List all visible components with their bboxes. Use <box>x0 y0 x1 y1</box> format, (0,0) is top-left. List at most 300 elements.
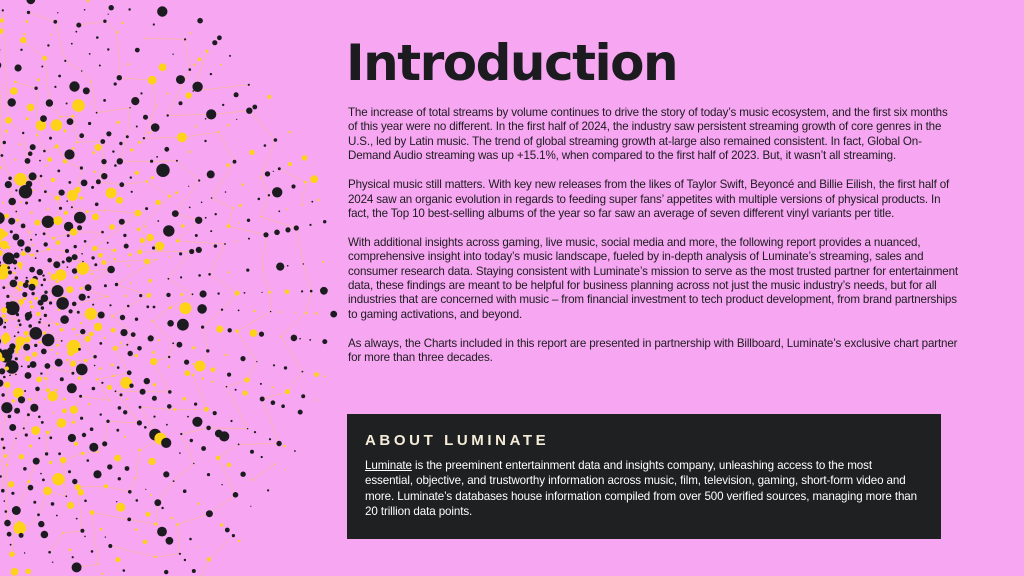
burst-dot <box>135 477 137 479</box>
burst-dot <box>166 537 174 545</box>
burst-dot <box>94 171 96 173</box>
burst-dot <box>128 351 133 356</box>
burst-dot <box>3 232 8 237</box>
burst-dot <box>156 156 158 158</box>
burst-dot <box>3 326 6 329</box>
burst-dot <box>29 284 36 291</box>
burst-dot <box>82 261 84 263</box>
burst-dot <box>8 271 12 275</box>
burst-dot <box>114 82 117 85</box>
burst-dot <box>128 253 131 256</box>
burst-line <box>169 343 173 357</box>
burst-dot <box>127 398 129 400</box>
burst-dot <box>153 23 155 25</box>
burst-dot <box>114 164 117 167</box>
burst-dot <box>81 253 83 255</box>
burst-dot <box>193 64 195 66</box>
burst-dot <box>143 137 145 139</box>
burst-dot <box>152 246 155 249</box>
burst-dot <box>0 475 2 477</box>
burst-dot <box>25 336 31 342</box>
burst-dot <box>84 359 87 362</box>
burst-dot <box>221 484 222 485</box>
burst-dot <box>45 452 48 455</box>
burst-dot <box>49 137 52 140</box>
burst-dot <box>123 569 126 572</box>
burst-dot <box>177 133 187 143</box>
burst-dot <box>80 287 83 290</box>
burst-dot <box>21 366 23 368</box>
burst-dot <box>40 473 42 475</box>
burst-line <box>16 482 28 511</box>
burst-dot <box>97 451 99 453</box>
burst-line <box>60 116 73 117</box>
burst-dot <box>76 364 88 376</box>
burst-dot <box>62 408 67 413</box>
burst-dot <box>115 390 117 392</box>
burst-dot <box>99 342 102 345</box>
burst-dot <box>247 428 248 429</box>
burst-dot <box>66 200 68 202</box>
burst-dot <box>144 426 147 429</box>
burst-dot <box>172 342 174 344</box>
burst-dot <box>27 480 30 483</box>
burst-dot <box>113 375 115 377</box>
burst-dot <box>155 242 164 251</box>
burst-dot <box>201 326 204 329</box>
burst-dot <box>38 199 41 202</box>
burst-dot <box>92 387 96 391</box>
about-body: is the preeminent entertainment data and insights company, unleashing access to the most essential, objective, and trustworthy information across music, film, television, gaming, short-form video and more. Luminate’s databases house information compiled from over 500 verified sources, managing more than 20 trillion data points. <box>365 459 917 518</box>
burst-dot <box>25 158 31 164</box>
burst-dot <box>79 133 84 138</box>
burst-dot <box>113 249 116 252</box>
burst-line <box>128 295 149 306</box>
burst-dot <box>68 434 76 442</box>
burst-line <box>203 310 222 327</box>
burst-line <box>262 399 279 444</box>
burst-dot <box>195 234 198 237</box>
burst-line <box>218 458 235 495</box>
burst-dot <box>20 37 26 43</box>
burst-dot <box>232 207 234 209</box>
burst-dot <box>19 533 24 538</box>
burst-dot <box>11 568 19 576</box>
burst-dot <box>26 181 33 188</box>
burst-dot <box>250 450 254 454</box>
burst-dot <box>148 458 155 465</box>
burst-dot <box>137 228 141 232</box>
burst-dot <box>153 416 155 418</box>
burst-dot <box>19 143 21 145</box>
burst-dot <box>15 189 17 191</box>
burst-dot <box>88 403 90 405</box>
burst-dot <box>90 81 92 83</box>
burst-dot <box>1 402 12 413</box>
burst-dot <box>127 63 129 65</box>
burst-dot <box>147 234 154 241</box>
burst-dot <box>67 118 74 125</box>
burst-dot <box>15 374 17 376</box>
burst-dot <box>177 342 183 348</box>
burst-dot <box>92 304 94 306</box>
burst-dot <box>35 387 40 392</box>
burst-dot <box>180 293 183 296</box>
burst-dot <box>30 305 33 308</box>
burst-dot <box>197 503 199 505</box>
burst-dot <box>93 470 101 478</box>
burst-dot <box>205 217 207 219</box>
burst-dot <box>91 256 94 259</box>
burst-dot <box>113 346 118 351</box>
burst-dot <box>30 254 33 257</box>
burst-dot <box>94 323 102 331</box>
burst-dot <box>254 431 256 433</box>
burst-dot <box>64 211 68 215</box>
burst-dot <box>37 269 43 275</box>
burst-dot <box>31 212 33 214</box>
burst-dot <box>36 377 42 383</box>
burst-line <box>16 428 24 438</box>
burst-dot <box>68 470 71 473</box>
burst-dot <box>109 224 115 230</box>
burst-dot <box>145 489 146 490</box>
burst-dot <box>167 93 169 95</box>
burst-dot <box>17 331 19 333</box>
burst-dot <box>46 388 50 392</box>
burst-dot <box>12 260 17 265</box>
burst-line <box>181 428 208 434</box>
burst-dot <box>273 364 275 366</box>
burst-dot <box>0 29 3 34</box>
burst-dot <box>74 245 77 248</box>
burst-dot <box>198 274 201 277</box>
burst-line <box>57 146 65 161</box>
burst-line <box>227 380 248 387</box>
burst-dot <box>8 98 16 106</box>
burst-dot <box>159 63 167 71</box>
burst-dot <box>1 154 4 157</box>
burst-dot <box>208 273 211 276</box>
burst-line <box>147 181 170 196</box>
burst-line <box>24 415 29 429</box>
burst-dot <box>183 397 187 401</box>
burst-dot <box>89 332 94 337</box>
burst-dot <box>86 210 89 213</box>
burst-dot <box>236 119 237 120</box>
burst-line <box>140 252 192 253</box>
burst-dot <box>173 480 175 482</box>
burst-dot <box>197 304 207 314</box>
burst-dot <box>216 456 220 460</box>
burst-dot <box>127 518 131 522</box>
burst-dot <box>310 175 318 183</box>
burst-dot <box>29 301 32 304</box>
burst-dot <box>2 286 5 289</box>
burst-dot <box>185 370 191 376</box>
burst-dot <box>76 334 78 336</box>
radial-dot-burst-graphic <box>0 0 340 576</box>
burst-line <box>279 169 305 182</box>
burst-dot <box>43 487 52 496</box>
burst-dot <box>155 200 160 205</box>
burst-dot <box>66 286 73 293</box>
burst-dot <box>291 335 298 342</box>
burst-line <box>63 531 82 533</box>
burst-dot <box>84 500 87 503</box>
burst-dot <box>70 228 77 235</box>
burst-dot <box>75 484 81 490</box>
burst-dot <box>168 390 172 394</box>
burst-dot <box>228 271 230 273</box>
burst-dot <box>3 141 6 144</box>
burst-dot <box>15 211 17 213</box>
burst-dot <box>310 290 313 293</box>
burst-dot <box>106 420 109 423</box>
burst-dot <box>274 138 278 142</box>
burst-dot <box>114 258 116 260</box>
burst-line <box>262 269 270 293</box>
burst-dot <box>0 62 1 69</box>
burst-dot <box>1 393 4 396</box>
burst-dot <box>179 553 181 555</box>
burst-dot <box>52 473 64 485</box>
burst-dot <box>253 310 255 312</box>
burst-line <box>136 450 140 478</box>
burst-dot <box>157 527 167 537</box>
page-title: Introduction <box>346 34 678 92</box>
burst-dot <box>44 291 47 294</box>
burst-dot <box>34 220 40 226</box>
burst-dot <box>0 166 1 169</box>
burst-dot <box>35 234 37 236</box>
burst-dot <box>161 438 171 448</box>
burst-line <box>130 478 136 492</box>
burst-dot <box>120 393 123 396</box>
burst-line <box>270 292 271 311</box>
burst-dot <box>14 81 17 84</box>
burst-dot <box>104 484 108 488</box>
burst-line <box>229 226 267 235</box>
burst-dot <box>125 295 127 297</box>
burst-dot <box>41 531 49 539</box>
burst-line <box>8 290 20 297</box>
burst-dot <box>56 515 58 517</box>
burst-dot <box>201 446 206 451</box>
burst-dot <box>194 403 197 406</box>
burst-dot <box>8 415 12 419</box>
burst-dot <box>248 84 250 86</box>
burst-dot <box>158 339 160 341</box>
burst-dot <box>302 371 304 373</box>
burst-dot <box>195 217 202 224</box>
luminate-link[interactable]: Luminate <box>365 459 412 472</box>
burst-line <box>65 161 81 168</box>
burst-dot <box>213 411 217 415</box>
burst-dot <box>114 455 121 462</box>
burst-dot <box>157 220 159 222</box>
burst-dot <box>2 314 6 318</box>
burst-dot <box>204 407 209 412</box>
burst-dot <box>69 549 72 552</box>
burst-dot <box>150 160 153 163</box>
burst-dot <box>66 103 68 105</box>
burst-dot <box>4 520 11 527</box>
burst-dot <box>262 268 263 269</box>
burst-dot <box>47 208 49 210</box>
burst-dot <box>3 447 6 450</box>
burst-dot <box>55 144 59 148</box>
burst-dot <box>43 331 46 334</box>
burst-dot <box>284 366 287 369</box>
burst-line <box>139 196 170 229</box>
burst-dot <box>230 420 232 422</box>
burst-dot <box>43 232 46 235</box>
burst-dot <box>87 296 90 299</box>
burst-dot <box>189 32 191 34</box>
burst-dot <box>19 299 25 305</box>
burst-dot <box>177 319 189 331</box>
burst-line <box>79 21 105 25</box>
burst-dot <box>225 528 230 533</box>
burst-dot <box>197 18 203 24</box>
burst-line <box>108 421 139 423</box>
burst-dot <box>25 372 32 379</box>
burst-dot <box>244 377 249 382</box>
burst-dot <box>324 376 326 378</box>
burst-dot <box>100 528 103 531</box>
burst-line <box>95 213 138 248</box>
burst-dot <box>278 167 281 170</box>
burst-dot <box>217 292 219 294</box>
burst-line <box>158 481 174 503</box>
burst-dot <box>211 367 216 372</box>
burst-dot <box>72 99 85 112</box>
burst-dot <box>14 267 16 269</box>
burst-dot <box>38 321 41 324</box>
burst-dot <box>81 452 84 455</box>
burst-line <box>218 444 239 458</box>
burst-line <box>8 296 25 298</box>
burst-dot <box>83 87 90 94</box>
burst-dot <box>260 216 261 217</box>
burst-dot <box>232 534 235 537</box>
burst-dot <box>285 227 290 232</box>
burst-dot <box>63 532 65 534</box>
burst-dot <box>227 224 231 228</box>
burst-dot <box>309 224 311 226</box>
burst-dot <box>314 372 319 377</box>
burst-dot <box>39 160 41 162</box>
burst-line <box>103 142 104 162</box>
burst-dot <box>250 329 258 337</box>
burst-line <box>83 452 98 454</box>
burst-dot <box>72 302 77 307</box>
burst-dot <box>60 457 66 463</box>
burst-line <box>145 38 185 39</box>
burst-dot <box>48 391 58 401</box>
burst-dot <box>166 293 170 297</box>
burst-dot <box>120 329 127 336</box>
burst-dot <box>240 472 245 477</box>
burst-dot <box>135 48 140 53</box>
burst-dot <box>21 224 26 229</box>
burst-dot <box>56 280 59 283</box>
burst-line <box>29 12 56 21</box>
burst-dot <box>17 239 24 246</box>
burst-dot <box>5 319 8 322</box>
burst-dot <box>249 150 254 155</box>
burst-line <box>175 181 199 214</box>
burst-dot <box>140 389 146 395</box>
burst-dot <box>99 367 101 369</box>
burst-dot <box>43 278 46 281</box>
burst-dot <box>151 176 154 179</box>
burst-dot <box>206 50 209 53</box>
burst-dot <box>69 81 79 91</box>
burst-dot <box>53 20 57 24</box>
burst-dot <box>167 366 169 368</box>
burst-dot <box>24 552 25 553</box>
burst-dot <box>167 404 172 409</box>
burst-dot <box>100 413 102 415</box>
burst-dot <box>201 202 203 204</box>
burst-dot <box>283 445 285 447</box>
burst-dot <box>67 234 70 237</box>
burst-dot <box>8 218 15 225</box>
burst-dot <box>26 117 29 120</box>
burst-dot <box>14 408 20 414</box>
burst-dot <box>18 396 25 403</box>
burst-dot <box>101 173 107 179</box>
burst-dot <box>150 494 152 496</box>
burst-dot <box>51 502 55 506</box>
burst-dot <box>46 99 53 106</box>
burst-line <box>168 252 191 279</box>
burst-dot <box>156 164 169 177</box>
burst-dot <box>59 207 62 210</box>
burst-dot <box>52 562 53 563</box>
burst-dot <box>42 56 47 61</box>
burst-dot <box>189 68 192 71</box>
burst-dot <box>151 320 153 322</box>
burst-dot <box>91 550 94 553</box>
burst-dot <box>55 269 66 280</box>
burst-dot <box>150 358 157 365</box>
burst-dot <box>74 442 78 446</box>
burst-dot <box>0 212 5 224</box>
burst-dot <box>81 180 88 187</box>
burst-line <box>261 195 269 216</box>
burst-dot <box>139 294 142 297</box>
burst-dot <box>16 219 19 222</box>
burst-dot <box>179 302 191 314</box>
burst-dot <box>3 341 6 344</box>
burst-dot <box>270 311 271 312</box>
burst-dot <box>274 464 275 465</box>
burst-dot <box>78 489 84 495</box>
burst-line <box>261 217 297 228</box>
burst-dot <box>145 226 147 228</box>
burst-line <box>237 312 271 332</box>
burst-dot <box>236 241 237 242</box>
burst-dot <box>30 327 43 340</box>
burst-dot <box>38 416 41 419</box>
burst-dot <box>192 569 196 573</box>
burst-dot <box>28 485 34 491</box>
burst-dot <box>44 242 48 246</box>
burst-dot <box>235 389 237 391</box>
